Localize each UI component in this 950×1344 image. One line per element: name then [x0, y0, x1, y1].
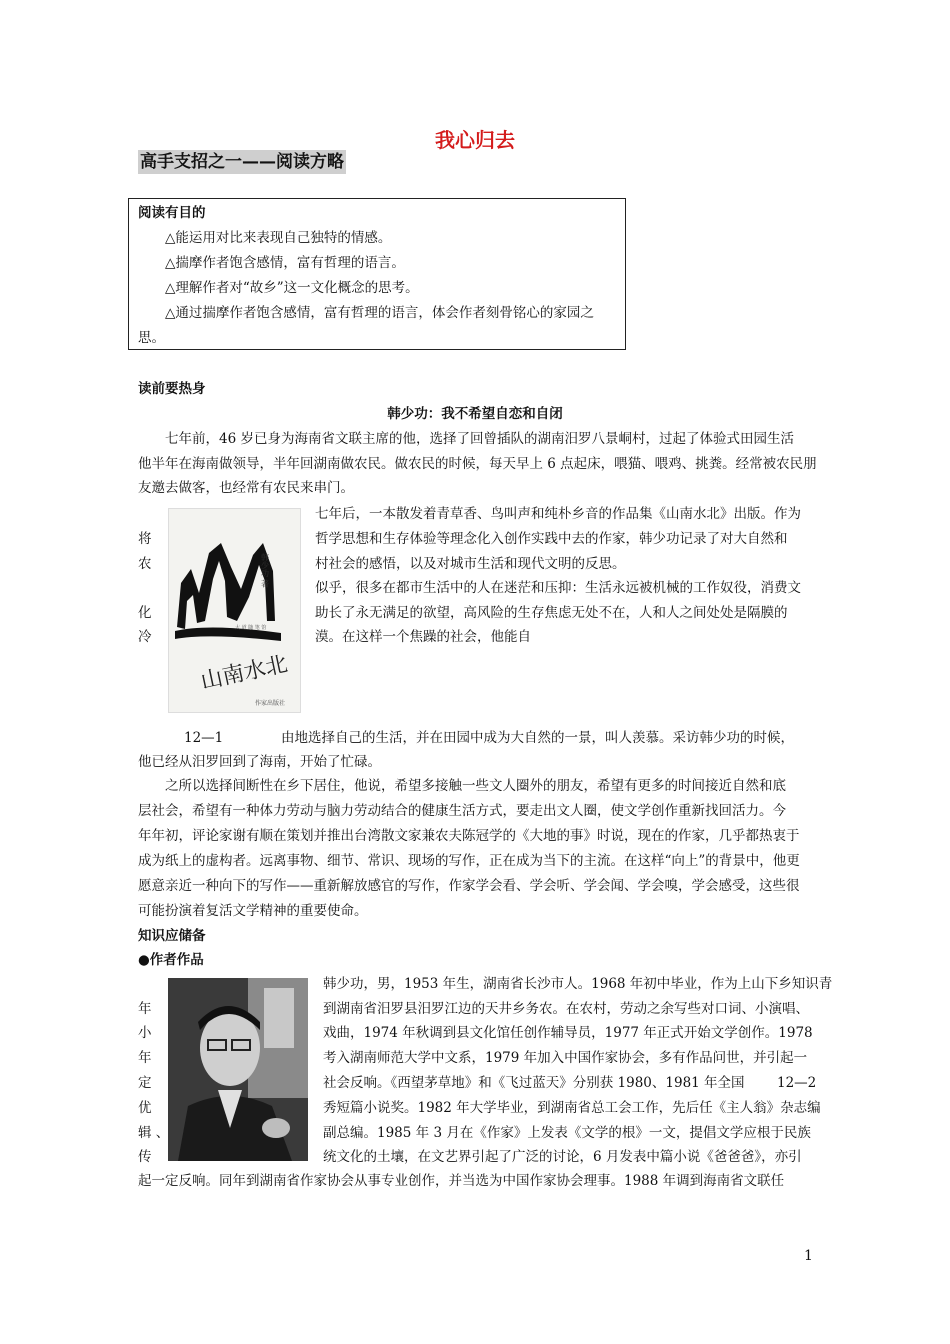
side-char: 传 [138, 1149, 152, 1165]
paragraph-line: 成为纸上的虚构者。远离事物、细节、常识、现场的写作，正在成为当下的主流。在这样“向上”的背景中，他更 [138, 853, 800, 869]
page-number: 1 [804, 1248, 813, 1264]
paragraph-line: 村社会的感悟，以及对城市生活和现代文明的反思。 [315, 556, 626, 572]
paragraph-line: 他半年在海南做领导，半年回湖南做农民。做农民的时候，每天早上 6 点起床，喂猫、喂鸡、挑粪。经常被农民朋 [138, 456, 817, 472]
page-title: 我心归去 [435, 128, 515, 152]
paragraph-line: 助长了永无满足的欲望，高风险的生存焦虑无处不在，人和人之间处处是隔膜的 [315, 605, 788, 621]
paragraph-line: 七年前，46 岁已身为海南省文联主席的他，选择了回曾插队的湖南汨罗八景峒村，过起了体验式田园生活 [165, 431, 794, 447]
side-char: 农 [138, 556, 152, 572]
side-char: 将 [138, 531, 152, 547]
goals-heading: 阅读有目的 [138, 205, 206, 221]
bio-line: 社会反响。《西望茅草地》和《飞过蓝天》分别获 1980、1981 年全国 [323, 1075, 745, 1091]
bio-line: 到湖南省汨罗县汨罗江边的天井乡务农。在农村，劳动之余写些对口词、小演唱、 [323, 1001, 809, 1017]
bio-line: 考入湖南师范大学中文系，1979 年加入中国作家协会，多有作品问世，并引起一 [323, 1050, 808, 1066]
paragraph-line: 友邀去做客，也经常有农民来串门。 [138, 480, 354, 496]
bio-line: 副总编。1985 年 3 月在《作家》上发表《文学的根》一文，提倡文学应根于民族 [323, 1125, 811, 1141]
book-title-text: 山南水北 [198, 651, 290, 695]
goal-item: △能运用对比来表现自己独特的情感。 [165, 230, 392, 246]
bio-line: 秀短篇小说奖。1982 年大学毕业，到湖南省总工会工作，先后任《主人翁》杂志编 [323, 1100, 821, 1116]
goal-item-tail: 思。 [138, 330, 165, 346]
figure-label: 12—2 [777, 1075, 817, 1091]
side-char: 冷 [138, 629, 152, 645]
figure-label: 12—1 [184, 730, 224, 746]
side-char: 化 [138, 605, 152, 621]
book-series-text: 大 道 随 笔 馆 [235, 625, 267, 631]
bio-line: 韩少功，男，1953 年生，湖南省长沙市人。1968 年初中毕业，作为上山下乡知识青 [323, 976, 833, 992]
paragraph-line: 可能扮演着复活文学精神的重要使命。 [138, 903, 368, 919]
goal-item: △揣摩作者饱含感情，富有哲理的语言。 [165, 255, 405, 271]
side-char: 优 [138, 1100, 152, 1116]
bio-line: 统文化的土壤，在文艺界引起了广泛的讨论，6 月发表中篇小说《爸爸爸》，亦引 [323, 1149, 802, 1165]
book-cover-art [169, 509, 300, 712]
paragraph-line: 年年初，评论家谢有顺在策划并推出台湾散文家兼农夫陈冠学的《大地的事》时说，现在的作家，几乎都热衷于 [138, 828, 800, 844]
book-author-text: 韩少功 著 [260, 553, 270, 588]
paragraph-line: 漠。在这样一个焦躁的社会，他能自 [315, 629, 531, 645]
bio-line: 戏曲，1974 年秋调到县文化馆任创作辅导员，1977 年正式开始文学创作。1978 [323, 1025, 813, 1041]
author-photo-art [168, 978, 308, 1161]
warmup-heading: 读前要热身 [138, 381, 206, 397]
paragraph-line: 由地选择自己的生活，并在田园中成为大自然的一景，叫人羡慕。采访韩少功的时候， [281, 730, 794, 746]
paragraph-line: 层社会，希望有一种体力劳动与脑力劳动结合的健康生活方式，要走出文人圈，使文学创作重新找回活力。今 [138, 803, 786, 819]
side-char: 年 [138, 1001, 152, 1017]
paragraph-line: 他已经从汨罗回到了海南，开始了忙碌。 [138, 754, 381, 770]
book-publisher-text: 作家出版社 [255, 700, 286, 707]
paragraph-line: 之所以选择间断性在乡下居住，他说，希望多接触一些文人圈外的朋友，希望有更多的时间接近自然和底 [165, 778, 786, 794]
book-cover-image [168, 508, 301, 713]
side-char: 小 [138, 1025, 152, 1041]
goal-item: △通过揣摩作者饱含感情，富有哲理的语言，体会作者刻骨铭心的家园之 [165, 305, 594, 321]
section-heading: 高手支招之一——阅读方略 [140, 152, 344, 172]
article-title: 韩少功：我不希望自恋和自闭 [387, 406, 563, 422]
author-photo [168, 978, 308, 1161]
knowledge-heading: 知识应储备 [138, 928, 206, 944]
goal-item: △理解作者对“故乡”这一文化概念的思考。 [165, 280, 419, 296]
side-char: 辑 、 [138, 1125, 170, 1141]
paragraph-line: 似乎，很多在都市生活中的人在迷茫和压抑：生活永远被机械的工作奴役，消费文 [315, 580, 801, 596]
author-works-heading: ●作者作品 [138, 952, 204, 968]
paragraph-line: 七年后，一本散发着青草香、鸟叫声和纯朴乡音的作品集《山南水北》出版。作为 [315, 506, 801, 522]
side-char: 定 [138, 1075, 152, 1091]
paragraph-line: 愿意亲近一种向下的写作——重新解放感官的写作，作家学会看、学会听、学会闻、学会嗅，学会感受，这些很 [138, 878, 800, 894]
paragraph-line: 哲学思想和生存体验等理念化入创作实践中去的作家，韩少功记录了对大自然和 [315, 531, 788, 547]
bio-line: 起一定反响。同年到湖南省作家协会从事专业创作，并当选为中国作家协会理事。1988 年调到海南省文联任 [138, 1173, 785, 1189]
side-char: 年 [138, 1050, 152, 1066]
